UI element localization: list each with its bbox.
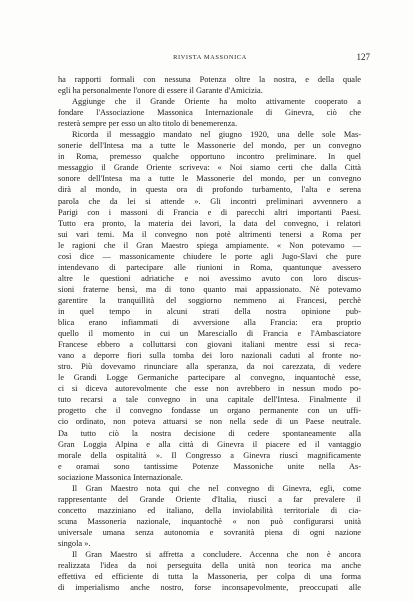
text-line: effettiva ed efficiente di tutta la Massoneria, per colpa di una forma [58,572,361,582]
text-line: Gran Loggia Alpina e alla città di Ginevra il piacere ed il vantaggio [58,439,361,449]
text-line: parola che da lei si attende ». Gli incontri preliminari avvennero a [58,196,361,206]
text-line: stro. Più dovevamo rinunciare alla speranza, da noi carezzata, di vedere [58,362,361,372]
text-line: tuto recarsi a tale convegno in una capitale dell'Intesa. Finalmente il [58,395,361,405]
text-line: resterà sempre per esso un alto titolo di benemerenza. [58,119,238,129]
text-line: Il Gran Maestro nota qui che nel convegno di Ginevra, egli, come [72,483,361,493]
text-line: Il Gran Maestro si affretta a concludere. Accenna che non è ancora [72,550,361,560]
text-line: vano a deporre fiori sulla tomba dei loro nazionali caduti al fronte no- [58,351,361,361]
text-line: sioni fraterne bensì, ma di tono quanto mai appassionato. Nè potevamo [58,284,361,294]
text-line: in quel tempo in alcuni strati della nostra opinione pub- [58,306,361,316]
text-line: sonerie dell'Intesa ma a tutte le Massonerie del mondo, per un convegno [58,141,361,151]
text-line: universale umana senza autonomia e sovranità piena di ogni nazione [58,527,361,537]
text-line: così dice — massonicamente chiudere le porte agli Jugo-Slavi che pure [58,251,361,261]
text-line: egli ha personalmente l'onore di essere il Garante d'Amicizia. [58,86,263,96]
text-line: Tutto era pronto, la materia dei lavori, la data del convegno, i relatori [58,218,361,228]
text-line: intendevano di partecipare alle riunioni in Roma, quantunque avessero [58,262,361,272]
text-line: e oramai sono tantissime Potenze Massoniche unite nella As- [58,461,361,471]
text-line: Ricorda il messaggio mandato nel giugno 1920, una delle sole Mas- [72,130,361,140]
body-text [58,74,361,593]
text-line: Da tutto ciò la nostra decisione di cedere spontaneamente alla [58,428,361,438]
text-line: altre le questioni adriatiche e noi avessimo avuto con loro discus- [58,273,361,283]
running-title: RIVISTA MASSONICA [173,54,247,61]
text-line: dirà al mondo, in questa ora di profondo turbamento, l'alta e serena [58,185,361,195]
text-line: ha rapporti formali con nessuna Potenza oltre la nostra, e della quale [58,75,361,84]
text-line: ci si diceva autorevolmente che esse non avrebbero in nessun modo po- [58,384,361,394]
text-line: scuna Massoneria nazionale, inquantochè « non può configurarsi unità [58,516,361,526]
running-head [58,52,370,66]
text-line: garentire la tranquillità del soggiorno nemmeno ai Francesi, perchè [58,295,361,305]
text-line: sonore dell'Intesa ma a tutte le Massonerie del mondo, per un convegno [58,174,361,184]
text-line: fondare l'Associazione Massonica Internazionale di Ginevra, ciò che [58,108,361,118]
text-line: cio ordinato, non poteva attuarsi se non nella sede di un Paese neutrale. [58,417,361,427]
text-line: Francese ebbero a colluttarsi con giovani italiani mentre essi si reca- [58,340,361,350]
text-line: morale della ospitalità ». Il Congresso a Ginevra riuscì magnificamente [58,450,361,460]
text-line: progetto che il convegno fondasse un organo permanente con un uffi- [58,406,361,416]
text-line: le Grandi Logge Germaniche partecipare al convegno, inquantochè esse, [58,373,361,383]
text-line: quello il momento in cui un Maresciallo di Francia e l'Ambasciatore [58,329,361,339]
text-line: concetto mazziniano ed italiano, della inviolabilità territoriale di cia- [58,505,361,515]
page-number: 127 [356,52,370,62]
text-line: le ragioni che il Gran Maestro spiega ampiamente. « Non potevamo — [58,240,361,250]
text-line: sui vari temi. Ma il convegno non potè altrimenti tenersi a Roma per [58,229,361,239]
text-line: sociazione Massonica Internazionale. [58,472,183,482]
text-line: realizzata l'idea da noi perseguita della unità non teorica ma anche [58,561,361,571]
text-line: Aggiunge che il Grande Oriente ha molto attivamente cooperato a [72,97,361,107]
text-line: di imperialismo anche nostro, forse inconsapevolmente, preoccupati alle [58,583,361,593]
text-line: rappresentante del Grande Oriente d'Italia, riuscì a far prevalere il [58,494,361,504]
text-line: in Roma, premesso qualche opportuno incontro preliminare. In quel [58,152,361,162]
text-line: Parigi con i massoni di Francia e di parecchi altri importanti Paesi. [58,207,361,217]
text-line: messaggio il Grande Oriente scriveva: « Noi siamo certi che dalla Città [58,163,361,173]
text-line: blica erano infiammati di avversione alla Francia: era proprio [58,318,361,328]
text-line: singola ». [58,538,91,548]
